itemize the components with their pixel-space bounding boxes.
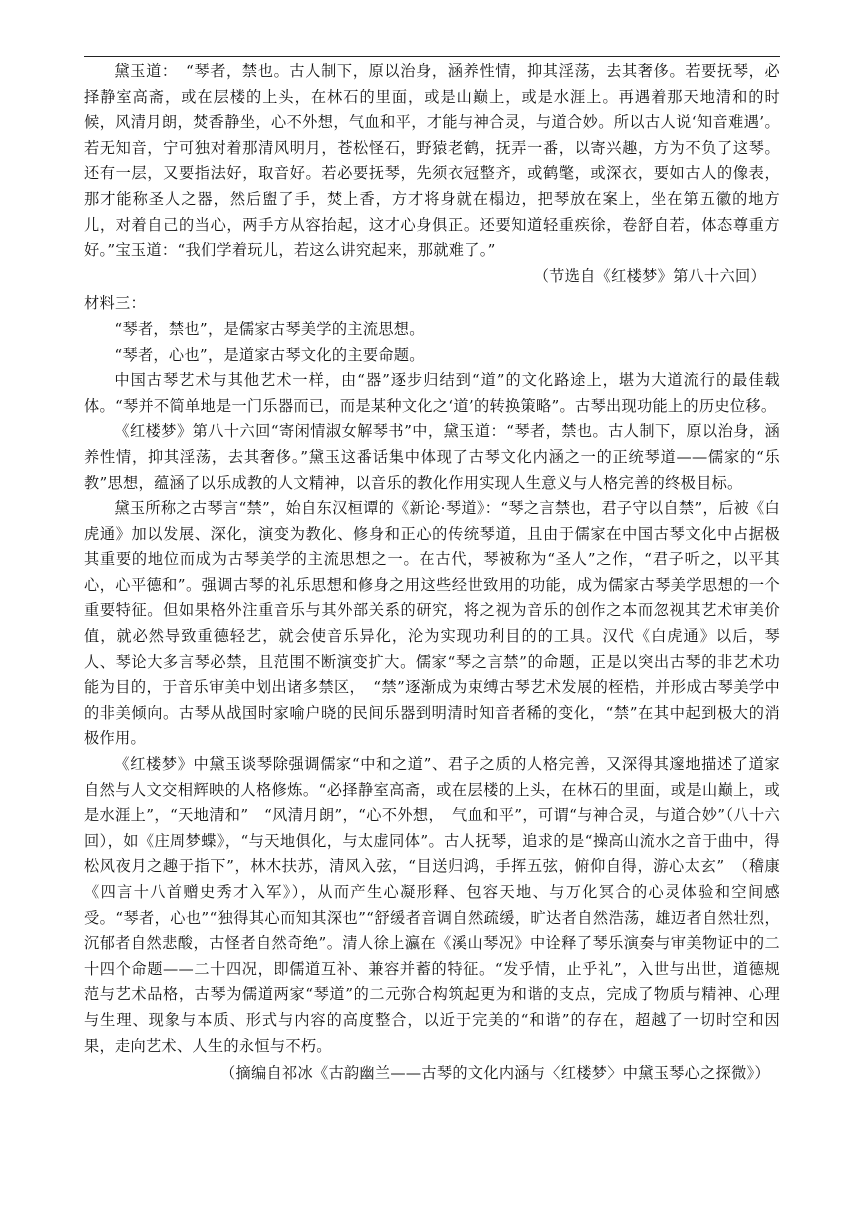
- dialogue-paragraph: 黛玉道： “琴者，禁也。古人制下，原以治身，涵养性情，抑其淫荡，去其奢侈。若要抚琴，必择静室高斋，或在层楼的上头，在林石的里面，或是山巅上，或是水涯上。再遇着那天地清和的时候，风清月朗，焚香静坐，心不外想，气血和平，才能与神合灵，与道合妙。所以古人说‘知音难遇’。若无知音，宁可独对着那清风明月，苍松怪石，野猿老鹤，抚弄一番，以寄兴趣，方为不负了这琴。还有一层，又要指法好，取音好。若必要抚琴，先须衣冠整齐，或鹤氅，或深衣，要如古人的像表，那才能称圣人之器，然后盥了手，焚上香，方才将身就在榻边，把琴放在案上，坐在第五徽的地方儿，对着自己的当心，两手方从容抬起，这才心身俱正。还要知道轻重疾徐，卷舒自若，体态尊重方好。”宝玉道：“我们学着玩儿，若这么讲究起来，那就难了。”: [84, 62, 780, 260]
- document-page: [84, 56, 780, 1087]
- thesis-taoist: “琴者，心也”，是道家古琴文化的主要命题。: [114, 345, 425, 364]
- dialogue-source: （节选自《红楼梦》第八十六回）: [533, 266, 766, 285]
- paragraph-jin: 黛玉所称之古琴言“禁”，始自东汉桓谭的《新论·琴道》：“琴之言禁也，君子守以自禁”，后被《白虎通》加以发展、深化，演变为教化、修身和正心的传统琴道，且由于儒家在中国古琴文化中占据极其重要的地位而成为古琴美学的主流思想之一。在古代，琴被称为“圣人”之作，“君子听之，以平其心，心平德和”。强调古琴的礼乐思想和修身之用这些经世致用的功能，成为儒家古琴美学思想的一个重要特征。但如果格外注重音乐与其外部关系的研究，将之视为音乐的创作之本而忽视其艺术审美价值，就必然导致重德轻艺，就会使音乐异化，沦为实现功利目的的工具。汉代《白虎通》以后，琴人、琴论大多言琴必禁，且范围不断演变扩大。儒家“琴之言禁”的命题，正是以突出古琴的非艺术功能为目的，于音乐审美中划出诸多禁区， “禁”逐渐成为束缚古琴艺术发展的桎梏，并形成古琴美学中的非美倾向。古琴从战国时家喻户晓的民间乐器到明清时知音者稀的变化，“禁”在其中起到极大的消极作用。: [84, 499, 780, 748]
- material-3-heading: 材料三：: [84, 294, 146, 313]
- material-3-source: （摘编自祁冰《古韵幽兰——古琴的文化内涵与〈红楼梦〉中黛玉琴心之探微》）: [220, 1064, 770, 1083]
- paragraph-chapter-86: 《红楼梦》第八十六回“寄闲情淑女解琴书”中，黛玉道：“琴者，禁也。古人制下，原以治身，涵养性情，抑其淫荡，去其奢侈。”黛玉这番话集中体现了古琴文化内涵之一的正统琴道——儒家的“乐教”思想，蕴涵了以乐成教的人文精神，以音乐的教化作用实现人生意义与人格完善的终极目标。: [84, 422, 780, 492]
- paragraph-qi-to-dao: 中国古琴艺术与其他艺术一样，由“器”逐步归结到“道”的文化路途上，堪为大道流行的最佳载体。“琴并不简单地是一门乐器而已，而是某种文化之‘道’的转换策略”。古琴出现功能上的历史位移。: [84, 371, 780, 415]
- top-rule: [84, 56, 780, 57]
- paragraph-daoist-cultivation: 《红楼梦》中黛玉谈琴除强调儒家“中和之道”、君子之质的人格完善，又深得其邃地描述了道家自然与人文交相辉映的人格修炼。“必择静室高斋，或在层楼的上头，在林石的里面，或是山巅上，或是水涯上”，“天地清和” “风清月朗”，“心不外想， 气血和平”，可谓“与神合灵，与道合妙”（八十六回），如《庄周梦蝶》，“与天地俱化，与太虚同体”。古人抚琴，追求的是“操高山流水之音于曲中，得松风夜月之趣于指下”，林木扶苏，清风入弦，“目送归鸿，手挥五弦，俯仰自得，游心太玄” （稽康《四言十八首赠史秀才入军》），从而产生心凝形释、包容天地、与万化冥合的心灵体验和空间感受。“琴者，心也”“独得其心而知其深也”“舒缓者音调自然疏缓，旷达者自然浩荡，雄迈者自然壮烈，沉郁者自然悲酸，古怪者自然奇绝”。清人徐上瀛在《溪山琴况》中诠释了琴乐演奏与审美物证中的二十四个命题——二十四况，即儒道互补、兼容并蓄的特征。“发乎情，止乎礼”，入世与出世，道德规范与艺术品格，古琴为儒道两家“琴道”的二元弥合构筑起更为和谐的支点，完成了物质与精神、心理与生理、现象与本质、形式与内容的高度整合，以近于完美的“和谐”的存在，超越了一切时空和因果，走向艺术、人生的永恒与不朽。: [84, 755, 780, 1055]
- thesis-confucian: “琴者，禁也”，是儒家古琴美学的主流思想。: [114, 319, 425, 338]
